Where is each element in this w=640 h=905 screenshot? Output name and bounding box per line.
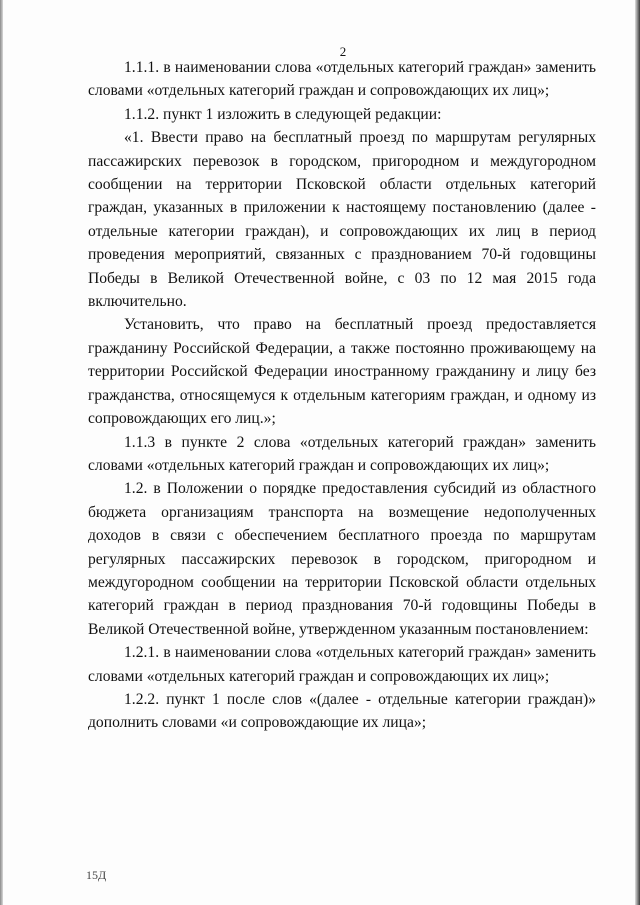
footer-code: 15Д <box>86 868 107 882</box>
document-body <box>88 56 596 735</box>
paragraph-1-2-1: 1.2.1. в наименовании слова «отдельных категорий граждан» заменить словами «отдельных категорий граждан и сопровождающих их лиц»; <box>88 644 596 685</box>
paragraph-1-1-2: 1.1.2. пункт 1 изложить в следующей редакции: <box>124 105 442 123</box>
page-number: 2 <box>339 44 347 59</box>
paragraph-establish-right: Установить, что право на бесплатный проезд предоставляется гражданину Российской Федерации, а также постоянно проживающему на территории Российской Федерации иностранному гражданину и лицу без гражданства, относящемуся к отдельным категориям граждан, и одному из сопровождающих его лиц.»; <box>88 316 596 428</box>
paragraph-1-2-2: 1.2.2. пункт 1 после слов «(далее - отдельные категории граждан)» дополнить словами «и сопровождающие их лица»; <box>88 690 596 732</box>
paragraph-1-2: 1.2. в Положении о порядке предоставления субсидий из областного бюджета организациям транспорта на возмещение недополученных доходов в связи с обеспечением бесплатного проезда по маршрутам регулярных пассажирских перевозок в городском, пригородном и междугородном сообщении на территории Псковской области отдельных категорий граждан в период празднования 70-й годовщины Победы в Великой Отечественной войне, утвержденном указанным постановлением: <box>88 480 596 638</box>
paragraph-1-1-1: 1.1.1. в наименовании слова «отдельных категорий граждан» заменить словами «отдельных категорий граждан и сопровождающих их лиц»; <box>88 59 596 100</box>
paragraph-1-1-3: 1.1.3 в пункте 2 слова «отдельных категорий граждан» заменить словами «отдельных категорий граждан и сопровождающих их лиц»; <box>88 433 596 474</box>
scan-edge-right <box>635 0 640 905</box>
scan-edge-left <box>0 0 3 905</box>
paragraph-quoted-item-1: «1. Ввести право на бесплатный проезд по маршрутам регулярных пассажирских перевозок в городском, пригородном и междугородном сообщении на территории Псковской области отдельных категорий граждан, указанных в приложении к настоящему постановлению (далее - отдельные категории граждан), и сопровождающих их лиц в период проведения мероприятий, связанных с празднованием 70-й годовщины Победы в Великой Отечественной войне, с 03 по 12 мая 2015 года включительно. <box>88 129 596 311</box>
